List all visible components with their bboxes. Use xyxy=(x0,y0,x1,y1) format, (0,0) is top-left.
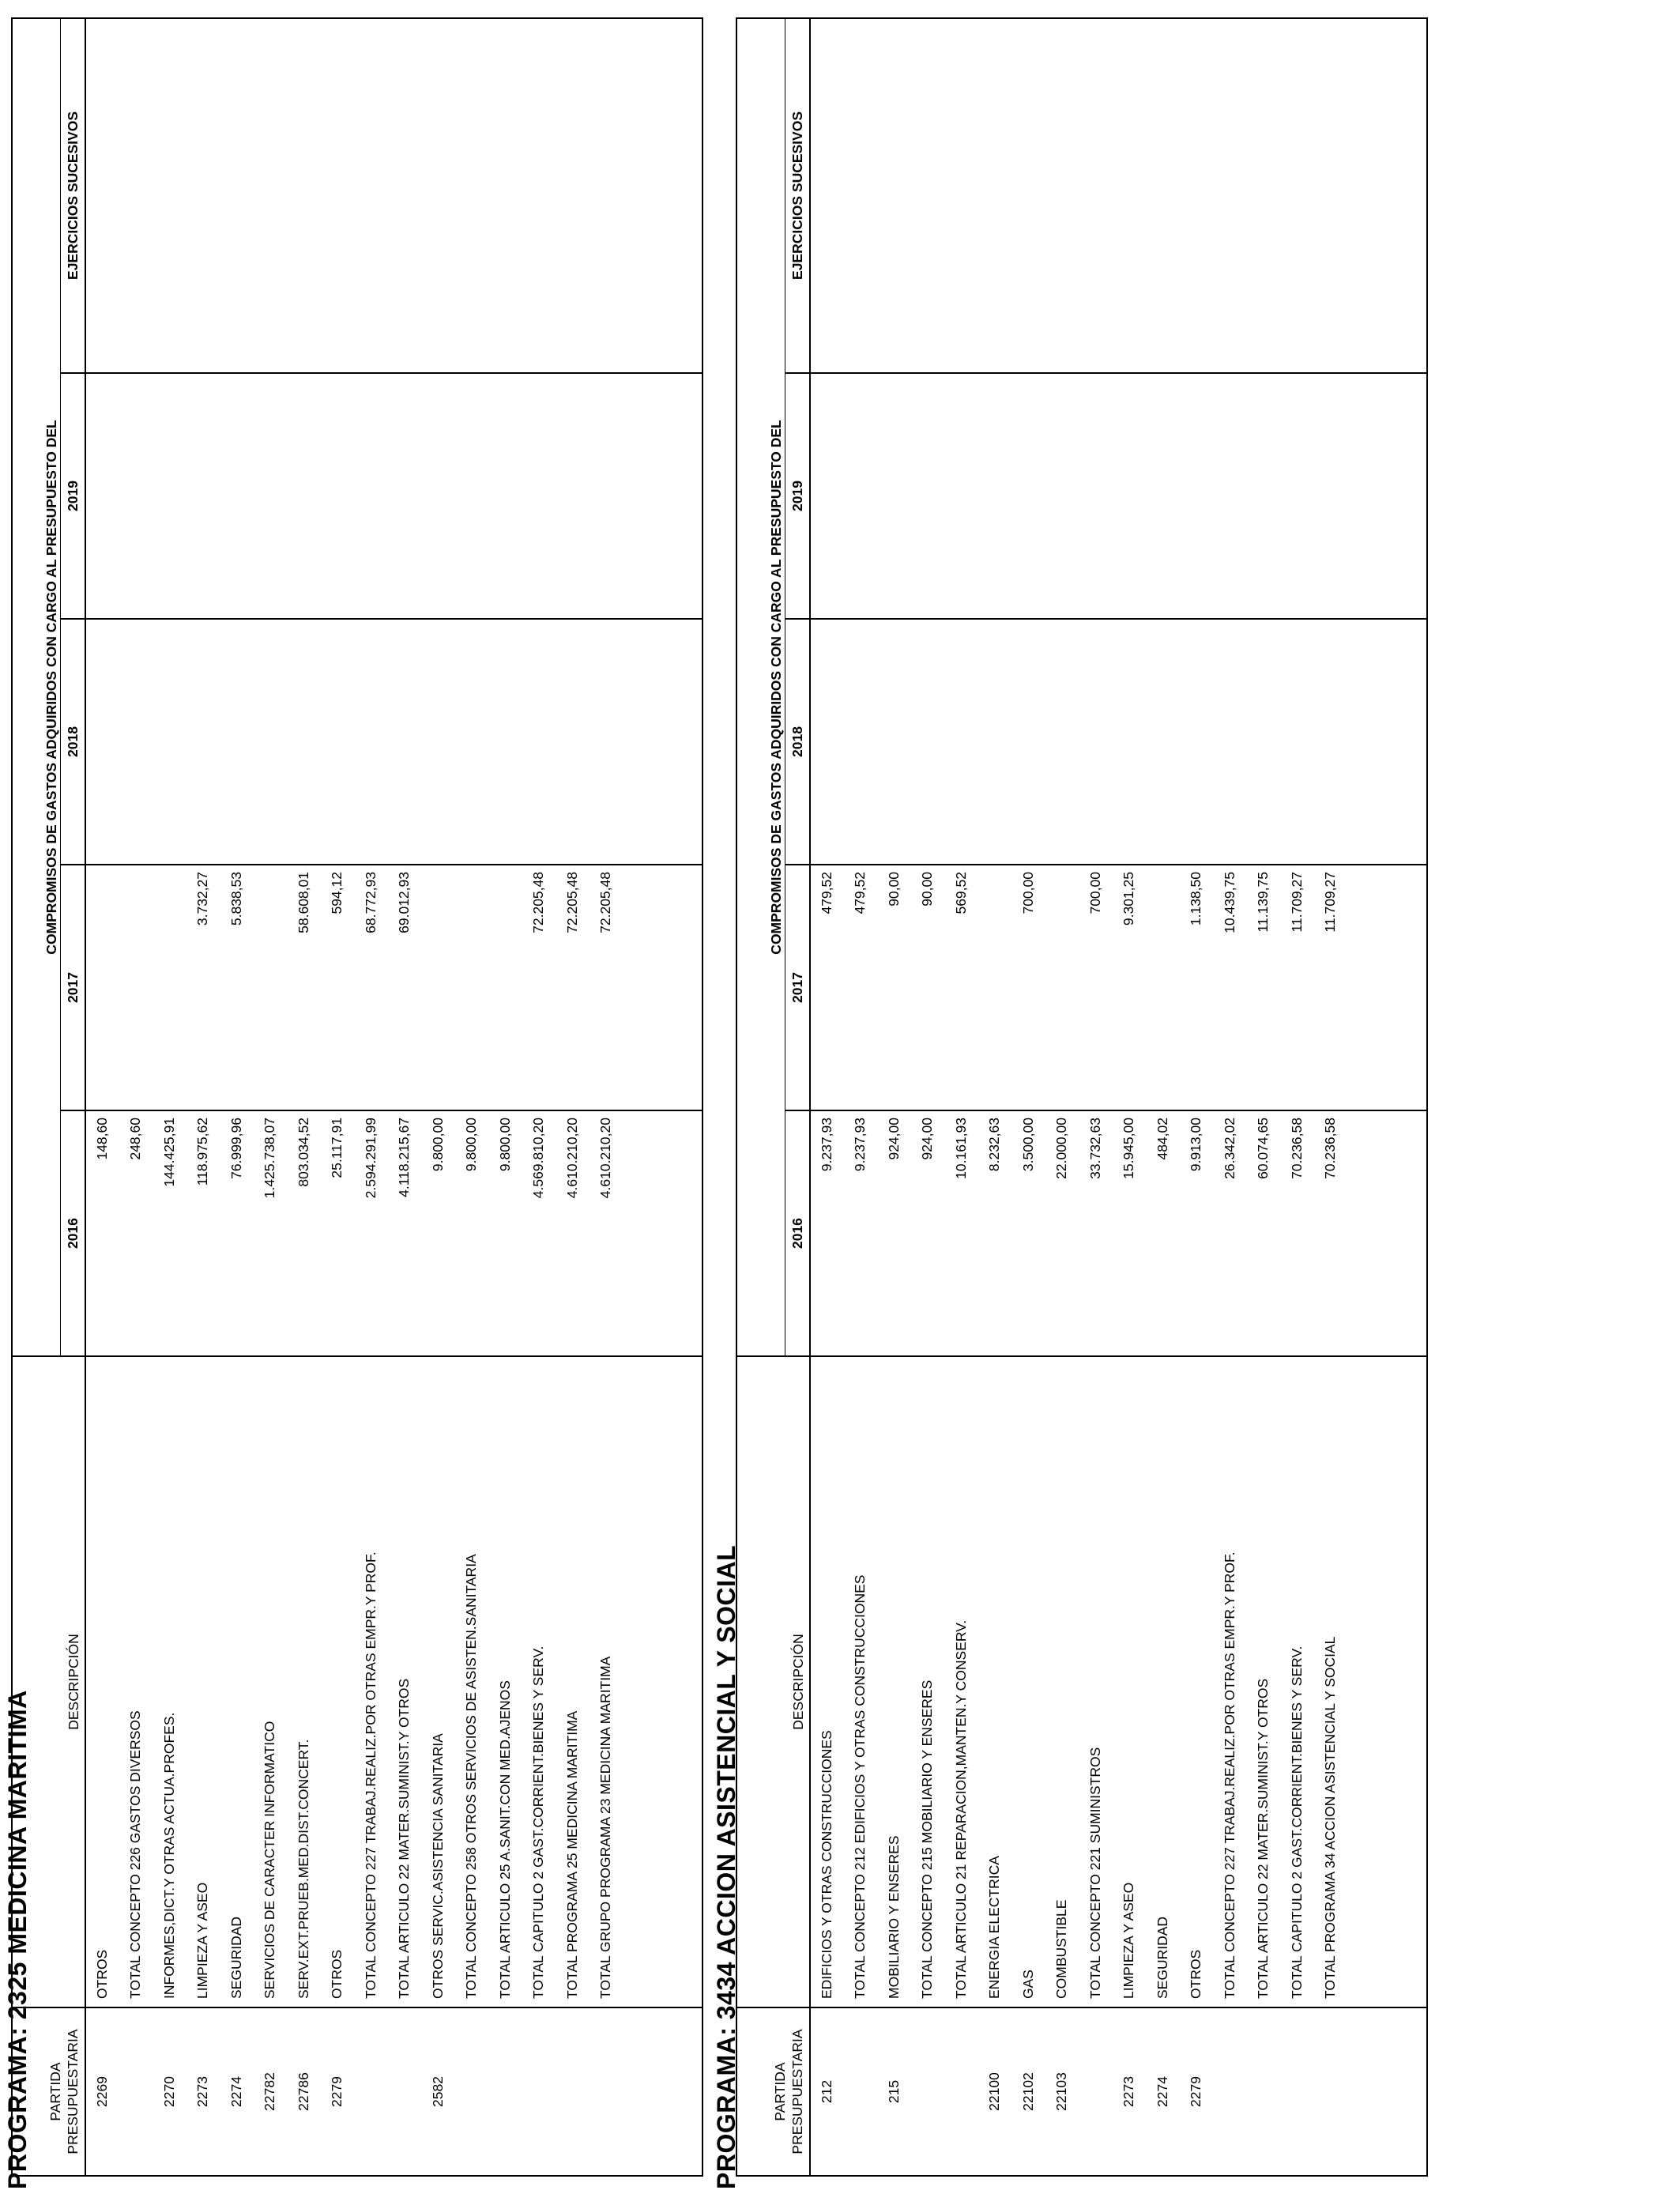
filler-row xyxy=(623,18,703,2176)
partida-cell xyxy=(488,2007,522,2176)
description-cell: TOTAL ARTICULO 22 MATER.SUMINIST.Y OTROS xyxy=(1247,1356,1281,2007)
value-2018-cell xyxy=(220,619,254,865)
partida-header xyxy=(12,2007,85,2176)
description-cell: OTROS xyxy=(1180,1356,1214,2007)
value-2017-cell: 68.772,93 xyxy=(354,865,388,1110)
value-2018-cell xyxy=(287,619,321,865)
value-2017-cell: 569,52 xyxy=(944,865,978,1110)
value-2018-cell xyxy=(1280,619,1314,865)
table-row xyxy=(1113,18,1147,2176)
description-cell: TOTAL ARTICULO 22 MATER.SUMINIST.Y OTROS xyxy=(388,1356,422,2007)
partida-cell xyxy=(1079,2007,1113,2176)
value-2017-cell: 700,00 xyxy=(1079,865,1113,1110)
table-row xyxy=(1213,18,1247,2176)
table-row xyxy=(85,18,119,2176)
description-cell: OTROS xyxy=(85,1356,119,2007)
value-sucesivos-cell xyxy=(220,18,254,373)
value-2018-cell xyxy=(1180,619,1214,865)
partida-cell: 2582 xyxy=(421,2007,455,2176)
partida-cell xyxy=(119,2007,153,2176)
value-2016-cell: 70.236,58 xyxy=(1280,1110,1314,1356)
value-2017-cell xyxy=(85,865,119,1110)
value-2017-cell: 11.709,27 xyxy=(1314,865,1348,1110)
value-2019-cell xyxy=(85,373,119,619)
partida-cell xyxy=(590,2007,623,2176)
value-sucesivos-cell xyxy=(1314,18,1348,373)
value-2017-cell: 479,52 xyxy=(810,865,844,1110)
partida-cell: 2270 xyxy=(153,2007,186,2176)
value-2018-cell xyxy=(1045,619,1079,865)
value-2019-cell xyxy=(556,373,590,619)
value-2019-cell xyxy=(1079,373,1113,619)
value-2019-cell xyxy=(810,373,844,619)
table-body xyxy=(810,18,1427,2176)
value-sucesivos-cell xyxy=(1180,18,1214,373)
partida-cell xyxy=(455,2007,489,2176)
value-2018-cell xyxy=(388,619,422,865)
value-2016-cell: 9.800,00 xyxy=(421,1110,455,1356)
partida-cell xyxy=(911,2007,945,2176)
value-2019-cell xyxy=(877,373,911,619)
table-row xyxy=(220,18,254,2176)
table-row xyxy=(1079,18,1113,2176)
partida-cell xyxy=(1280,2007,1314,2176)
value-sucesivos-cell xyxy=(85,18,119,373)
value-2017-cell: 9.301,25 xyxy=(1113,865,1147,1110)
description-cell: EDIFICIOS Y OTRAS CONSTRUCCIONES xyxy=(810,1356,844,2007)
value-2019-cell xyxy=(1180,373,1214,619)
value-2017-cell xyxy=(488,865,522,1110)
value-2017-cell: 90,00 xyxy=(911,865,945,1110)
description-cell: OTROS xyxy=(321,1356,355,2007)
table-header xyxy=(736,18,810,2176)
partida-cell xyxy=(844,2007,878,2176)
description-cell: SERV.EXT.PRUEB.MED.DIST.CONCERT. xyxy=(287,1356,321,2007)
value-2018-cell xyxy=(1314,619,1348,865)
value-sucesivos-cell xyxy=(388,18,422,373)
partida-cell: 22103 xyxy=(1045,2007,1079,2176)
value-2017-cell: 10.439,75 xyxy=(1213,865,1247,1110)
value-sucesivos-cell xyxy=(844,18,878,373)
partida-header-line1: PARTIDA xyxy=(47,2062,63,2121)
value-2016-cell: 1.425.738,07 xyxy=(254,1110,288,1356)
value-2018-cell xyxy=(1213,619,1247,865)
description-cell: TOTAL PROGRAMA 25 MEDICINA MARITIMA xyxy=(556,1356,590,2007)
value-2016-cell: 4.569.810,20 xyxy=(522,1110,556,1356)
table-row xyxy=(1280,18,1314,2176)
partida-cell: 22100 xyxy=(978,2007,1012,2176)
value-2018-cell xyxy=(810,619,844,865)
value-2017-cell: 90,00 xyxy=(877,865,911,1110)
value-2019-cell xyxy=(1314,373,1348,619)
description-cell: TOTAL CONCEPTO 227 TRABAJ.REALIZ.POR OTRAS EMPR.Y PROF. xyxy=(1213,1356,1247,2007)
value-2017-cell xyxy=(1045,865,1079,1110)
description-cell: TOTAL CAPITULO 2 GAST.CORRIENT.BIENES Y SERV. xyxy=(522,1356,556,2007)
value-2018-cell xyxy=(1146,619,1180,865)
value-2017-cell: 5.838,53 xyxy=(220,865,254,1110)
value-2016-cell: 10.161,93 xyxy=(944,1110,978,1356)
description-cell: TOTAL PROGRAMA 34 ACCION ASISTENCIAL Y SOCIAL xyxy=(1314,1356,1348,2007)
table-row xyxy=(254,18,288,2176)
budget-table xyxy=(736,17,1428,2177)
value-2019-cell xyxy=(1045,373,1079,619)
partida-header-line2: PRESUPUESTARIA xyxy=(65,2029,81,2154)
value-2018-cell xyxy=(488,619,522,865)
partida-cell: 2273 xyxy=(186,2007,220,2176)
value-sucesivos-cell xyxy=(1247,18,1281,373)
value-2018-cell xyxy=(186,619,220,865)
value-sucesivos-cell xyxy=(1011,18,1045,373)
value-2017-cell xyxy=(978,865,1012,1110)
partida-cell: 22782 xyxy=(254,2007,288,2176)
value-sucesivos-cell xyxy=(1146,18,1180,373)
value-2019-cell xyxy=(287,373,321,619)
value-sucesivos-cell xyxy=(978,18,1012,373)
table-row xyxy=(186,18,220,2176)
table-row xyxy=(877,18,911,2176)
filler-row xyxy=(1347,18,1427,2176)
table-row xyxy=(488,18,522,2176)
value-2019-cell xyxy=(944,373,978,619)
value-2016-cell: 3.500,00 xyxy=(1011,1110,1045,1356)
table-row xyxy=(978,18,1012,2176)
value-2018-cell xyxy=(556,619,590,865)
value-2016-cell: 4.610.210,20 xyxy=(556,1110,590,1356)
description-cell: TOTAL ARTICULO 21 REPARACION,MANTEN.Y CONSERV. xyxy=(944,1356,978,2007)
value-2016-cell: 8.232,63 xyxy=(978,1110,1012,1356)
value-2017-cell: 700,00 xyxy=(1011,865,1045,1110)
description-cell: COMBUSTIBLE xyxy=(1045,1356,1079,2007)
value-2017-cell xyxy=(1146,865,1180,1110)
value-sucesivos-cell xyxy=(354,18,388,373)
value-2016-cell: 26.342,02 xyxy=(1213,1110,1247,1356)
table-row xyxy=(844,18,878,2176)
year-header: 2019 xyxy=(785,373,811,619)
value-2016-cell: 70.236,58 xyxy=(1314,1110,1348,1356)
value-2019-cell xyxy=(388,373,422,619)
table-row xyxy=(1146,18,1180,2176)
value-2018-cell xyxy=(944,619,978,865)
value-2019-cell xyxy=(1113,373,1147,619)
value-2016-cell: 60.074,65 xyxy=(1247,1110,1281,1356)
partida-cell: 22786 xyxy=(287,2007,321,2176)
value-2016-cell: 33.732,63 xyxy=(1079,1110,1113,1356)
value-sucesivos-cell xyxy=(556,18,590,373)
value-2016-cell: 924,00 xyxy=(877,1110,911,1356)
table-header xyxy=(12,18,85,2176)
value-2019-cell xyxy=(186,373,220,619)
partida-cell xyxy=(354,2007,388,2176)
value-2019-cell xyxy=(911,373,945,619)
value-sucesivos-cell xyxy=(1280,18,1314,373)
year-header: 2018 xyxy=(61,619,86,865)
description-cell: TOTAL GRUPO PROGRAMA 23 MEDICINA MARITIMA xyxy=(590,1356,623,2007)
year-header: 2016 xyxy=(61,1110,86,1356)
value-sucesivos-cell xyxy=(944,18,978,373)
value-2017-cell: 11.139,75 xyxy=(1247,865,1281,1110)
partida-cell xyxy=(556,2007,590,2176)
value-sucesivos-cell xyxy=(1045,18,1079,373)
partida-cell: 2274 xyxy=(220,2007,254,2176)
value-2017-cell: 72.205,48 xyxy=(556,865,590,1110)
table-row xyxy=(1314,18,1348,2176)
partida-cell: 2279 xyxy=(321,2007,355,2176)
value-2018-cell xyxy=(455,619,489,865)
value-2019-cell xyxy=(421,373,455,619)
partida-cell xyxy=(1247,2007,1281,2176)
year-header: 2016 xyxy=(785,1110,811,1356)
value-2017-cell xyxy=(119,865,153,1110)
table-row xyxy=(556,18,590,2176)
table-row xyxy=(119,18,153,2176)
table-row xyxy=(1011,18,1045,2176)
description-cell: INFORMES,DICT.Y OTRAS ACTUA.PROFES. xyxy=(153,1356,186,2007)
table-row xyxy=(1045,18,1079,2176)
value-2018-cell xyxy=(85,619,119,865)
value-sucesivos-cell xyxy=(1079,18,1113,373)
value-sucesivos-cell xyxy=(254,18,288,373)
value-2019-cell xyxy=(455,373,489,619)
value-2016-cell: 9.237,93 xyxy=(810,1110,844,1356)
description-cell: TOTAL ARTICULO 25 A.SANIT.CON MED.AJENOS xyxy=(488,1356,522,2007)
description-cell: SEGURIDAD xyxy=(220,1356,254,2007)
value-2017-cell: 594,12 xyxy=(321,865,355,1110)
partida-cell xyxy=(388,2007,422,2176)
value-2016-cell: 9.800,00 xyxy=(455,1110,489,1356)
value-2017-cell xyxy=(254,865,288,1110)
value-sucesivos-cell xyxy=(119,18,153,373)
value-2019-cell xyxy=(488,373,522,619)
table-row xyxy=(455,18,489,2176)
value-sucesivos-cell xyxy=(877,18,911,373)
value-2016-cell: 4.118.215,67 xyxy=(388,1110,422,1356)
value-2017-cell: 11.709,27 xyxy=(1280,865,1314,1110)
table-row xyxy=(522,18,556,2176)
table-row xyxy=(354,18,388,2176)
value-2019-cell xyxy=(153,373,186,619)
value-sucesivos-cell xyxy=(1213,18,1247,373)
value-2018-cell xyxy=(421,619,455,865)
description-cell: LIMPIEZA Y ASEO xyxy=(186,1356,220,2007)
value-2018-cell xyxy=(978,619,1012,865)
table-row xyxy=(1247,18,1281,2176)
description-cell: TOTAL CONCEPTO 258 OTROS SERVICIOS DE ASISTEN.SANITARIA xyxy=(455,1356,489,2007)
table-row xyxy=(388,18,422,2176)
value-sucesivos-cell xyxy=(590,18,623,373)
partida-cell xyxy=(522,2007,556,2176)
compromisos-header: COMPROMISOS DE GASTOS ADQUIRIDOS CON CARGO AL PRESUPUESTO DEL xyxy=(12,18,61,1356)
value-2018-cell xyxy=(1113,619,1147,865)
value-2019-cell xyxy=(978,373,1012,619)
value-2019-cell xyxy=(1280,373,1314,619)
value-2017-cell: 58.608,01 xyxy=(287,865,321,1110)
year-header: EJERCICIOS SUCESIVOS xyxy=(64,111,81,280)
year-header: EJERCICIOS SUCESIVOS xyxy=(789,111,805,280)
year-header: 2017 xyxy=(785,865,811,1110)
program-title: PROGRAMA: 2325 MEDICINA MARITIMA xyxy=(3,1690,32,2189)
description-cell: TOTAL CONCEPTO 212 EDIFICIOS Y OTRAS CONSTRUCCIONES xyxy=(844,1356,878,2007)
program-title: PROGRAMA: 3434 ACCION ASISTENCIAL Y SOCIAL xyxy=(712,1544,740,2189)
description-cell: SEGURIDAD xyxy=(1146,1356,1180,2007)
partida-header-line2: PRESUPUESTARIA xyxy=(789,2029,805,2154)
description-cell: TOTAL CONCEPTO 221 SUMINISTROS xyxy=(1079,1356,1113,2007)
value-2016-cell: 9.237,93 xyxy=(844,1110,878,1356)
value-2017-cell xyxy=(455,865,489,1110)
value-sucesivos-cell xyxy=(455,18,489,373)
value-2016-cell: 9.913,00 xyxy=(1180,1110,1214,1356)
value-sucesivos-cell xyxy=(186,18,220,373)
value-2019-cell xyxy=(1213,373,1247,619)
value-2016-cell: 484,02 xyxy=(1146,1110,1180,1356)
value-sucesivos-cell xyxy=(522,18,556,373)
table-row xyxy=(944,18,978,2176)
table-row xyxy=(1180,18,1214,2176)
value-2019-cell xyxy=(844,373,878,619)
value-2018-cell xyxy=(877,619,911,865)
value-2018-cell xyxy=(1011,619,1045,865)
description-cell: TOTAL CONCEPTO 227 TRABAJ.REALIZ.POR OTRAS EMPR.Y PROF. xyxy=(354,1356,388,2007)
value-2018-cell xyxy=(254,619,288,865)
value-2018-cell xyxy=(522,619,556,865)
budget-table xyxy=(11,17,703,2177)
value-2016-cell: 22.000,00 xyxy=(1045,1110,1079,1356)
partida-header-line1: PARTIDA xyxy=(772,2062,788,2121)
table-body xyxy=(85,18,703,2176)
partida-cell: 212 xyxy=(810,2007,844,2176)
value-2019-cell xyxy=(254,373,288,619)
value-2017-cell: 3.732,27 xyxy=(186,865,220,1110)
description-cell: TOTAL CONCEPTO 215 MOBILIARIO Y ENSERES xyxy=(911,1356,945,2007)
value-2016-cell: 25.117,91 xyxy=(321,1110,355,1356)
value-sucesivos-cell xyxy=(287,18,321,373)
table-row xyxy=(421,18,455,2176)
value-2016-cell: 248,60 xyxy=(119,1110,153,1356)
value-2017-cell xyxy=(421,865,455,1110)
value-2017-cell xyxy=(153,865,186,1110)
year-header: 2017 xyxy=(61,865,86,1110)
partida-cell xyxy=(1314,2007,1348,2176)
partida-cell: 2274 xyxy=(1146,2007,1180,2176)
description-cell: OTROS SERVIC.ASISTENCIA SANITARIA xyxy=(421,1356,455,2007)
partida-header xyxy=(736,2007,810,2176)
value-2018-cell xyxy=(153,619,186,865)
table-row xyxy=(810,18,844,2176)
value-2018-cell xyxy=(590,619,623,865)
value-2019-cell xyxy=(354,373,388,619)
value-2016-cell: 148,60 xyxy=(85,1110,119,1356)
value-2016-cell: 924,00 xyxy=(911,1110,945,1356)
value-2018-cell xyxy=(119,619,153,865)
partida-cell: 2279 xyxy=(1180,2007,1214,2176)
description-cell: GAS xyxy=(1011,1356,1045,2007)
value-2018-cell xyxy=(1247,619,1281,865)
value-2019-cell xyxy=(220,373,254,619)
value-2019-cell xyxy=(321,373,355,619)
value-2017-cell: 1.138,50 xyxy=(1180,865,1214,1110)
value-2016-cell: 2.594.291,99 xyxy=(354,1110,388,1356)
value-2018-cell xyxy=(844,619,878,865)
value-sucesivos-cell xyxy=(488,18,522,373)
value-sucesivos-cell xyxy=(810,18,844,373)
value-2018-cell xyxy=(1079,619,1113,865)
value-sucesivos-cell xyxy=(421,18,455,373)
value-2016-cell: 9.800,00 xyxy=(488,1110,522,1356)
partida-cell: 2269 xyxy=(85,2007,119,2176)
value-2017-cell: 479,52 xyxy=(844,865,878,1110)
value-2017-cell: 72.205,48 xyxy=(522,865,556,1110)
table-row xyxy=(321,18,355,2176)
descripcion-header: DESCRIPCIÓN xyxy=(12,1356,85,2007)
value-2019-cell xyxy=(1247,373,1281,619)
table-row xyxy=(153,18,186,2176)
value-sucesivos-cell xyxy=(153,18,186,373)
value-2016-cell: 76.999,96 xyxy=(220,1110,254,1356)
year-header: 2019 xyxy=(61,373,86,619)
value-2019-cell xyxy=(522,373,556,619)
description-cell: LIMPIEZA Y ASEO xyxy=(1113,1356,1147,2007)
value-sucesivos-cell xyxy=(911,18,945,373)
compromisos-header: COMPROMISOS DE GASTOS ADQUIRIDOS CON CARGO AL PRESUPUESTO DEL xyxy=(736,18,785,1356)
value-2016-cell: 118.975,62 xyxy=(186,1110,220,1356)
value-2018-cell xyxy=(321,619,355,865)
description-cell: TOTAL CONCEPTO 226 GASTOS DIVERSOS xyxy=(119,1356,153,2007)
value-2018-cell xyxy=(354,619,388,865)
year-header: 2018 xyxy=(785,619,811,865)
descripcion-header: DESCRIPCIÓN xyxy=(736,1356,810,2007)
value-2019-cell xyxy=(119,373,153,619)
partida-cell: 2273 xyxy=(1113,2007,1147,2176)
value-2019-cell xyxy=(1011,373,1045,619)
value-2016-cell: 803.034,52 xyxy=(287,1110,321,1356)
partida-cell xyxy=(1213,2007,1247,2176)
value-2019-cell xyxy=(1146,373,1180,619)
value-2016-cell: 15.945,00 xyxy=(1113,1110,1147,1356)
value-sucesivos-cell xyxy=(321,18,355,373)
partida-cell xyxy=(944,2007,978,2176)
description-cell: SERVICIOS DE CARACTER INFORMATICO xyxy=(254,1356,288,2007)
description-cell: TOTAL CAPITULO 2 GAST.CORRIENT.BIENES Y SERV. xyxy=(1280,1356,1314,2007)
value-2017-cell: 69.012,93 xyxy=(388,865,422,1110)
table-row xyxy=(911,18,945,2176)
partida-cell: 215 xyxy=(877,2007,911,2176)
description-cell: ENERGIA ELECTRICA xyxy=(978,1356,1012,2007)
value-2019-cell xyxy=(590,373,623,619)
value-2016-cell: 4.610.210,20 xyxy=(590,1110,623,1356)
partida-cell: 22102 xyxy=(1011,2007,1045,2176)
value-2018-cell xyxy=(911,619,945,865)
value-sucesivos-cell xyxy=(1113,18,1147,373)
table-row xyxy=(590,18,623,2176)
value-2017-cell: 72.205,48 xyxy=(590,865,623,1110)
description-cell: MOBILIARIO Y ENSERES xyxy=(877,1356,911,2007)
value-2016-cell: 144.425,91 xyxy=(153,1110,186,1356)
table-row xyxy=(287,18,321,2176)
